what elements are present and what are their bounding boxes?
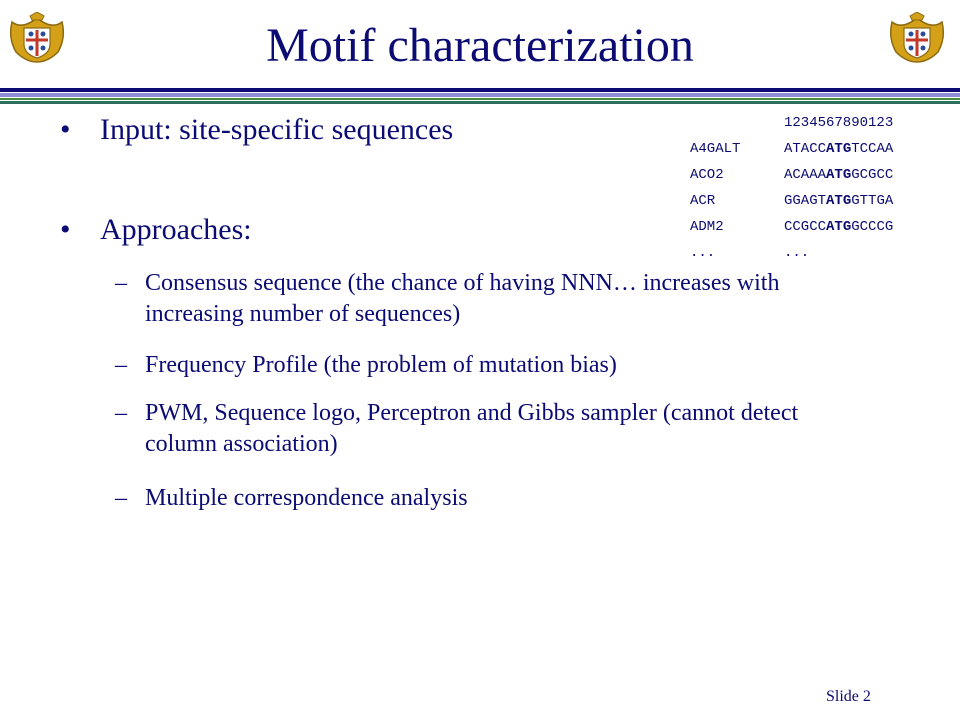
sequence-prefix: ATACC <box>784 141 827 157</box>
sequence-row <box>690 240 893 266</box>
title-rule <box>0 98 960 100</box>
sub-bullet-symbol: – <box>115 485 127 511</box>
bullet-item <box>60 113 453 147</box>
sequence-row <box>690 162 893 188</box>
sequence-prefix: ... <box>784 245 810 261</box>
sequence-value <box>784 245 809 261</box>
sub-bullet-text: Consensus sequence (the chance of having NNN… increases with increasing number of sequences) <box>145 270 780 327</box>
sequence-row <box>690 188 893 214</box>
sequence-suffix: GCCCG <box>851 219 894 235</box>
sequence-value <box>784 193 893 209</box>
motif-highlight: ATG <box>826 141 852 157</box>
title-rule <box>0 93 960 97</box>
sub-bullet-symbol: – <box>115 400 127 426</box>
gene-name: ACO2 <box>690 167 724 183</box>
sub-bullet-item <box>115 483 845 514</box>
motif-highlight: ATG <box>826 167 852 183</box>
gene-name: ... <box>690 245 716 261</box>
position-header: 1234567890123 <box>784 115 894 131</box>
sequence-prefix: CCGCC <box>784 219 827 235</box>
sequence-suffix: GTTGA <box>851 193 894 209</box>
sequence-row <box>690 136 893 162</box>
sub-bullet-text: PWM, Sequence logo, Perceptron and Gibbs sampler (cannot detect column association) <box>145 400 799 457</box>
sequence-header-row <box>690 110 893 136</box>
bullet-symbol: • <box>60 113 71 146</box>
sequence-suffix: GCGCC <box>851 167 894 183</box>
slide-title: Motif characterization <box>266 19 694 72</box>
bullet-symbol: • <box>60 213 71 246</box>
bullet-item <box>60 213 252 247</box>
sequence-value <box>784 219 893 235</box>
title-rule <box>0 101 960 104</box>
sequence-suffix: TCCAA <box>851 141 894 157</box>
bullet-text: Approaches: <box>100 213 252 246</box>
sub-bullet-symbol: – <box>115 270 127 296</box>
gene-name: ADM2 <box>690 219 724 235</box>
sub-bullet-item <box>115 268 845 330</box>
sub-bullet-text: Multiple correspondence analysis <box>145 485 468 511</box>
sub-bullet-item <box>115 398 845 460</box>
title-rule <box>0 88 960 92</box>
sequence-prefix: GGAGT <box>784 193 827 209</box>
motif-highlight: ATG <box>826 193 852 209</box>
sub-bullet-text: Frequency Profile (the problem of mutation bias) <box>145 352 617 378</box>
sub-bullet-symbol: – <box>115 352 127 378</box>
sequence-table <box>690 110 893 266</box>
sub-bullet-item <box>115 350 845 381</box>
sequence-value <box>784 141 893 157</box>
slide-number: Slide 2 <box>826 688 871 705</box>
sequence-value <box>784 167 893 183</box>
motif-highlight: ATG <box>826 219 852 235</box>
gene-name: ACR <box>690 193 716 209</box>
gene-name: A4GALT <box>690 141 741 157</box>
sequence-prefix: ACAAA <box>784 167 827 183</box>
sequence-row <box>690 214 893 240</box>
bullet-text: Input: site-specific sequences <box>100 113 454 146</box>
